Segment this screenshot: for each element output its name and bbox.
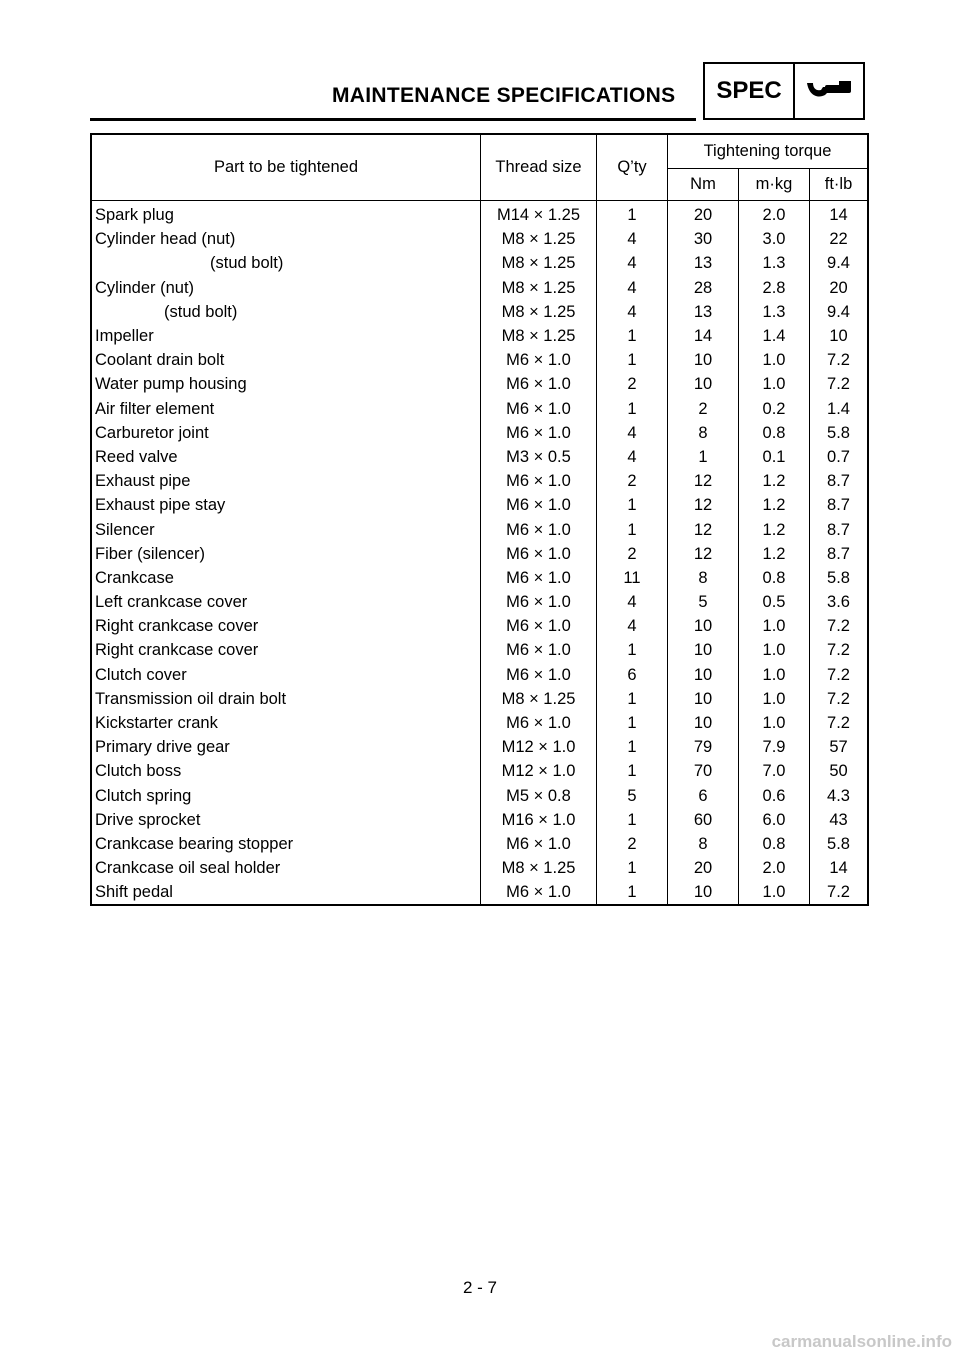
cell-mkg: 1.0: [739, 663, 810, 687]
cell-qty: 4: [597, 590, 668, 614]
header-qty: Q’ty: [597, 134, 668, 201]
cell-thread: M8 × 1.25: [481, 687, 597, 711]
cell-qty: 2: [597, 372, 668, 396]
table-row: [91, 614, 868, 638]
cell-nm: 10: [668, 663, 739, 687]
cell-qty: 6: [597, 663, 668, 687]
cell-thread: M16 × 1.0: [481, 808, 597, 832]
cell-part: Cylinder head (nut): [95, 230, 236, 249]
cell-thread: M6 × 1.0: [481, 421, 597, 445]
cell-ftlb: 1.4: [810, 397, 869, 421]
table-row: [91, 300, 868, 324]
table-row: [91, 397, 868, 421]
cell-mkg: 0.8: [739, 566, 810, 590]
cell-nm: 30: [668, 227, 739, 251]
cell-ftlb: 20: [810, 276, 869, 300]
cell-mkg: 7.0: [739, 759, 810, 783]
cell-thread: M14 × 1.25: [481, 201, 597, 228]
cell-nm: 13: [668, 300, 739, 324]
cell-qty: 4: [597, 445, 668, 469]
cell-thread: M5 × 0.8: [481, 784, 597, 808]
cell-thread: M6 × 1.0: [481, 542, 597, 566]
cell-nm: 12: [668, 469, 739, 493]
cell-qty: 2: [597, 832, 668, 856]
cell-thread: M12 × 1.0: [481, 759, 597, 783]
cell-mkg: 3.0: [739, 227, 810, 251]
cell-qty: 1: [597, 493, 668, 517]
cell-thread: M6 × 1.0: [481, 566, 597, 590]
cell-qty: 4: [597, 276, 668, 300]
cell-nm: 10: [668, 638, 739, 662]
cell-qty: 1: [597, 324, 668, 348]
table-row: [91, 808, 868, 832]
table-row: [91, 493, 868, 517]
table-row: [91, 880, 868, 905]
table-row: [91, 421, 868, 445]
cell-mkg: 0.1: [739, 445, 810, 469]
cell-part: Spark plug: [95, 206, 174, 225]
cell-thread: M6 × 1.0: [481, 880, 597, 905]
cell-thread: M3 × 0.5: [481, 445, 597, 469]
cell-mkg: 0.8: [739, 421, 810, 445]
cell-nm: 5: [668, 590, 739, 614]
cell-thread: M6 × 1.0: [481, 469, 597, 493]
cell-part: Fiber (silencer): [95, 544, 206, 563]
table-row: [91, 348, 868, 372]
cell-qty: 11: [597, 566, 668, 590]
cell-nm: 79: [668, 735, 739, 759]
cell-thread: M8 × 1.25: [481, 227, 597, 251]
cell-thread: M6 × 1.0: [481, 397, 597, 421]
cell-nm: 1: [668, 445, 739, 469]
cell-part: Clutch spring: [95, 786, 192, 805]
cell-ftlb: 7.2: [810, 687, 869, 711]
watermark: carmanualsonline.info: [771, 1332, 952, 1351]
cell-thread: M8 × 1.25: [481, 276, 597, 300]
page-title: MAINTENANCE SPECIFICATIONS: [332, 84, 676, 107]
header-torque: Tightening torque: [668, 134, 869, 169]
cell-ftlb: 9.4: [810, 251, 869, 275]
cell-ftlb: 5.8: [810, 832, 869, 856]
table-row: [91, 832, 868, 856]
cell-mkg: 0.2: [739, 397, 810, 421]
header-unit-nm: Nm: [668, 169, 739, 201]
cell-ftlb: 8.7: [810, 517, 869, 541]
cell-mkg: 1.0: [739, 614, 810, 638]
cell-thread: M6 × 1.0: [481, 372, 597, 396]
cell-nm: 10: [668, 372, 739, 396]
cell-part: Reed valve: [95, 447, 178, 466]
table-row: [91, 663, 868, 687]
cell-nm: 10: [668, 614, 739, 638]
cell-nm: 60: [668, 808, 739, 832]
table-row: [91, 324, 868, 348]
cell-ftlb: 7.2: [810, 880, 869, 905]
cell-mkg: 1.2: [739, 493, 810, 517]
cell-nm: 20: [668, 201, 739, 228]
cell-thread: M8 × 1.25: [481, 856, 597, 880]
cell-nm: 70: [668, 759, 739, 783]
cell-mkg: 1.0: [739, 372, 810, 396]
cell-mkg: 1.3: [739, 251, 810, 275]
cell-qty: 1: [597, 517, 668, 541]
cell-mkg: 1.4: [739, 324, 810, 348]
cell-ftlb: 7.2: [810, 372, 869, 396]
cell-thread: M6 × 1.0: [481, 517, 597, 541]
cell-nm: 6: [668, 784, 739, 808]
cell-part: Crankcase bearing stopper: [95, 834, 294, 853]
cell-qty: 2: [597, 542, 668, 566]
table-row: [91, 590, 868, 614]
cell-ftlb: 8.7: [810, 469, 869, 493]
cell-mkg: 1.0: [739, 348, 810, 372]
cell-ftlb: 9.4: [810, 300, 869, 324]
cell-ftlb: 5.8: [810, 421, 869, 445]
cell-part: Crankcase: [95, 568, 174, 587]
title-rule: [90, 118, 696, 121]
cell-mkg: 1.0: [739, 711, 810, 735]
cell-qty: 4: [597, 300, 668, 324]
cell-qty: 4: [597, 251, 668, 275]
cell-part: Clutch cover: [95, 665, 187, 684]
cell-qty: 1: [597, 759, 668, 783]
page-number: 2 - 7: [462, 1278, 498, 1297]
cell-mkg: 1.0: [739, 638, 810, 662]
cell-part: Water pump housing: [95, 375, 247, 394]
cell-ftlb: 4.3: [810, 784, 869, 808]
table-row: [91, 445, 868, 469]
table-row: [91, 517, 868, 541]
cell-ftlb: 3.6: [810, 590, 869, 614]
cell-nm: 8: [668, 832, 739, 856]
cell-ftlb: 57: [810, 735, 869, 759]
cell-ftlb: 7.2: [810, 711, 869, 735]
cell-mkg: 0.5: [739, 590, 810, 614]
table-row: [91, 566, 868, 590]
cell-nm: 12: [668, 493, 739, 517]
cell-ftlb: 22: [810, 227, 869, 251]
cell-mkg: 1.0: [739, 880, 810, 905]
table-row: [91, 469, 868, 493]
cell-qty: 4: [597, 421, 668, 445]
table-row: [91, 711, 868, 735]
cell-part: Shift pedal: [95, 883, 173, 902]
cell-mkg: 1.2: [739, 469, 810, 493]
cell-nm: 12: [668, 517, 739, 541]
cell-ftlb: 14: [810, 856, 869, 880]
cell-nm: 8: [668, 566, 739, 590]
cell-mkg: 2.0: [739, 856, 810, 880]
cell-ftlb: 7.2: [810, 638, 869, 662]
cell-qty: 4: [597, 614, 668, 638]
cell-nm: 20: [668, 856, 739, 880]
cell-part: Right crankcase cover: [95, 617, 259, 636]
cell-mkg: 0.8: [739, 832, 810, 856]
spec-badge-label: SPEC: [705, 64, 795, 118]
table-row: [91, 784, 868, 808]
cell-qty: 4: [597, 227, 668, 251]
table-row: [91, 638, 868, 662]
cell-qty: 1: [597, 348, 668, 372]
cell-qty: 1: [597, 711, 668, 735]
cell-part: (stud bolt): [210, 254, 284, 273]
cell-qty: 5: [597, 784, 668, 808]
cell-part: Primary drive gear: [95, 738, 230, 757]
cell-qty: 1: [597, 397, 668, 421]
cell-qty: 1: [597, 808, 668, 832]
cell-mkg: 1.2: [739, 542, 810, 566]
cell-thread: M6 × 1.0: [481, 348, 597, 372]
cell-part: Silencer: [95, 520, 155, 539]
cell-part: Impeller: [95, 327, 154, 346]
cell-qty: 1: [597, 880, 668, 905]
cell-mkg: 2.0: [739, 201, 810, 228]
table-row: [91, 276, 868, 300]
spec-badge: [703, 62, 865, 120]
cell-thread: M8 × 1.25: [481, 324, 597, 348]
cell-part: Cylinder (nut): [95, 278, 195, 297]
cell-part: Left crankcase cover: [95, 593, 248, 612]
cell-nm: 2: [668, 397, 739, 421]
cell-part: Exhaust pipe stay: [95, 496, 226, 515]
cell-part: Kickstarter crank: [95, 714, 218, 733]
table-row: [91, 201, 868, 228]
torque-table: [90, 133, 869, 906]
cell-qty: 1: [597, 638, 668, 662]
cell-mkg: 1.3: [739, 300, 810, 324]
cell-part: Air filter element: [95, 399, 215, 418]
cell-qty: 1: [597, 201, 668, 228]
wrench-icon: [795, 64, 863, 118]
header-thread: Thread size: [481, 134, 597, 201]
cell-nm: 10: [668, 880, 739, 905]
cell-mkg: 6.0: [739, 808, 810, 832]
cell-thread: M6 × 1.0: [481, 493, 597, 517]
table-row: [91, 251, 868, 275]
table-row: [91, 759, 868, 783]
cell-qty: 1: [597, 735, 668, 759]
header-part: Part to be tightened: [91, 134, 481, 201]
cell-thread: M6 × 1.0: [481, 614, 597, 638]
cell-ftlb: 8.7: [810, 493, 869, 517]
cell-nm: 10: [668, 348, 739, 372]
cell-mkg: 2.8: [739, 276, 810, 300]
cell-thread: M6 × 1.0: [481, 638, 597, 662]
cell-part: Crankcase oil seal holder: [95, 859, 281, 878]
cell-ftlb: 10: [810, 324, 869, 348]
cell-ftlb: 5.8: [810, 566, 869, 590]
cell-part: Right crankcase cover: [95, 641, 259, 660]
cell-thread: M6 × 1.0: [481, 590, 597, 614]
cell-mkg: 1.2: [739, 517, 810, 541]
cell-thread: M6 × 1.0: [481, 663, 597, 687]
cell-mkg: 0.6: [739, 784, 810, 808]
cell-part: (stud bolt): [164, 302, 238, 321]
table-row: [91, 227, 868, 251]
cell-ftlb: 14: [810, 201, 869, 228]
cell-qty: 2: [597, 469, 668, 493]
table-row: [91, 735, 868, 759]
cell-qty: 1: [597, 856, 668, 880]
cell-part: Coolant drain bolt: [95, 351, 225, 370]
table-row: [91, 542, 868, 566]
cell-ftlb: 8.7: [810, 542, 869, 566]
cell-nm: 13: [668, 251, 739, 275]
header-unit-mkg: m·kg: [739, 169, 810, 201]
cell-nm: 10: [668, 687, 739, 711]
cell-thread: M6 × 1.0: [481, 711, 597, 735]
cell-ftlb: 50: [810, 759, 869, 783]
cell-part: Carburetor joint: [95, 423, 209, 442]
cell-mkg: 7.9: [739, 735, 810, 759]
cell-part: Clutch boss: [95, 762, 182, 781]
cell-part: Exhaust pipe: [95, 472, 191, 491]
cell-ftlb: 7.2: [810, 663, 869, 687]
cell-nm: 28: [668, 276, 739, 300]
cell-thread: M12 × 1.0: [481, 735, 597, 759]
cell-nm: 12: [668, 542, 739, 566]
table-row: [91, 856, 868, 880]
cell-thread: M6 × 1.0: [481, 832, 597, 856]
cell-thread: M8 × 1.25: [481, 300, 597, 324]
cell-qty: 1: [597, 687, 668, 711]
cell-part: Transmission oil drain bolt: [95, 689, 287, 708]
cell-ftlb: 7.2: [810, 614, 869, 638]
cell-nm: 8: [668, 421, 739, 445]
cell-ftlb: 43: [810, 808, 869, 832]
cell-nm: 14: [668, 324, 739, 348]
table-row: [91, 687, 868, 711]
cell-part: Drive sprocket: [95, 810, 201, 829]
cell-thread: M8 × 1.25: [481, 251, 597, 275]
table-row: [91, 372, 868, 396]
header-unit-ftlb: ft·lb: [810, 169, 869, 201]
cell-ftlb: 0.7: [810, 445, 869, 469]
cell-ftlb: 7.2: [810, 348, 869, 372]
cell-nm: 10: [668, 711, 739, 735]
cell-mkg: 1.0: [739, 687, 810, 711]
